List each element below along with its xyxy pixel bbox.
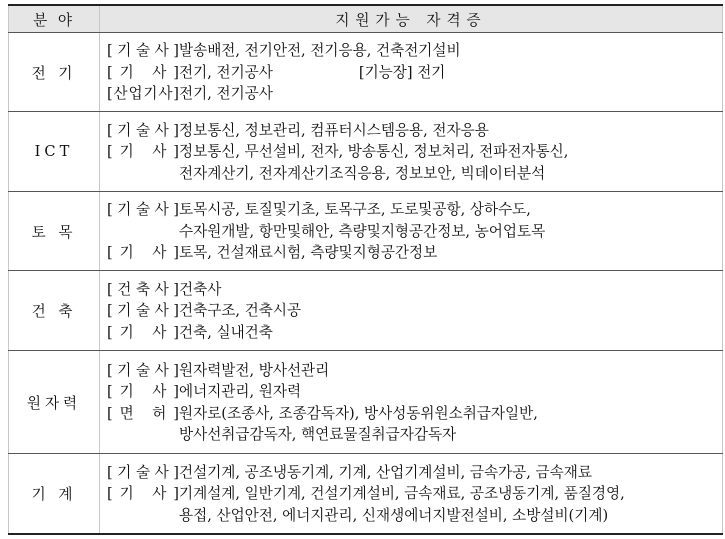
qualification-line [107,360,718,382]
grade-label: [ 기 사 ] [107,323,179,341]
grade-label: [ 면 허 ] [107,404,179,422]
qualification-list [100,191,723,270]
qualification-line [107,83,718,105]
grade-label: [ 기 사 ] [107,244,179,262]
qualification-list [100,33,723,112]
table-row [9,112,723,191]
qualification-text: 전기, 전기공사 [179,63,273,81]
header-field: 분 야 [9,5,100,33]
qualification-text: 토목, 건설재료시험, 측량및지형공간정보 [179,244,438,262]
field-name: 원자력 [9,350,100,454]
qualification-line [107,120,718,142]
qualification-text: 전자계산기, 전자계산기조직응용, 정보보안, 빅데이터분석 [179,164,546,182]
grade-label: [ 산 업 기 사 ] [107,85,179,103]
table-row [9,271,723,350]
qualification-list [100,350,723,454]
grade-label: [ 기 술 사 ] [107,463,179,481]
qualification-line [107,505,718,527]
qualification-list [100,271,723,350]
qualification-line [107,381,718,403]
qualification-line [107,163,718,185]
qualification-text: 전기, 전기공사 [179,85,273,103]
qualification-line [107,300,718,322]
qualification-text: 토목시공, 토질및기초, 토목구조, 도로및공항, 상하수도, [179,201,531,219]
qualification-text: 원자력발전, 방사선관리 [179,361,330,379]
field-name: 기 계 [9,454,100,534]
header-qualifications: 지원가능 자격증 [100,5,723,33]
grade-label: [ 기 술 사 ] [107,42,179,60]
field-name: 전 기 [9,33,100,112]
qualification-text: 건축사 [179,280,222,298]
grade-label: [ 기 술 사 ] [107,121,179,139]
qualification-line [107,40,718,62]
qualification-text: 정보통신, 정보관리, 컴퓨터시스템응용, 전자응용 [179,121,489,139]
grade-label: [ 기 사 ] [107,383,179,401]
extra-grade-label: [기능장] [358,63,413,81]
qualification-line [107,221,718,243]
table-row [9,191,723,270]
table-row [9,350,723,454]
table-row [9,454,723,534]
qualification-list [100,112,723,191]
grade-label: [ 기 술 사 ] [107,361,179,379]
grade-label: [ 기 술 사 ] [107,302,179,320]
qualification-text: 건설기계, 공조냉동기계, 기계, 산업기계설비, 금속가공, 금속재료 [179,463,592,481]
qualification-list [100,454,723,534]
qualification-line [107,403,718,425]
field-name: 건 축 [9,271,100,350]
qualification-table [8,4,723,535]
qualification-line [107,199,718,221]
field-name: ICT [9,112,100,191]
qualification-text: 방사선취급감독자, 핵연료물질취급자감독자 [179,426,457,444]
field-name: 토 목 [9,191,100,270]
qualification-line [107,62,718,84]
header-row [9,5,723,33]
qualification-text: 원자로(조종사, 조종감독자), 방사성동위원소취급자일반, [179,404,538,422]
qualification-line [107,424,718,446]
qualification-text: 정보통신, 무선설비, 전자, 방송통신, 정보처리, 전파전자통신, [179,143,569,161]
qualification-line [107,483,718,505]
grade-label: [ 기 사 ] [107,485,179,503]
qualification-text: 기계설계, 일반기계, 건설기계설비, 금속재료, 공조냉동기계, 품질경영, [179,485,625,503]
qualification-text: 용접, 산업안전, 에너지관리, 신재생에너지발전설비, 소방설비(기계) [179,506,609,524]
table-body [9,5,723,534]
grade-label: [ 건 축 사 ] [107,280,179,298]
qualification-line [107,141,718,163]
extra-qualification-text: 전기 [417,63,446,81]
table-row [9,33,723,112]
qualification-line [107,279,718,301]
qualification-text: 건축구조, 건축시공 [179,302,302,320]
qualification-line [107,322,718,344]
qualification-text: 건축, 실내건축 [179,323,273,341]
qualification-text: 수자원개발, 항만및해안, 측량및지형공간정보, 농어업토목 [179,222,546,240]
qualification-text: 에너지관리, 원자력 [179,383,302,401]
qualification-text: 발송배전, 전기안전, 전기응용, 건축전기설비 [179,42,461,60]
grade-label: [ 기 사 ] [107,63,179,81]
qualification-line [107,242,718,264]
grade-label: [ 기 술 사 ] [107,201,179,219]
qualification-line [107,462,718,484]
grade-label: [ 기 사 ] [107,143,179,161]
